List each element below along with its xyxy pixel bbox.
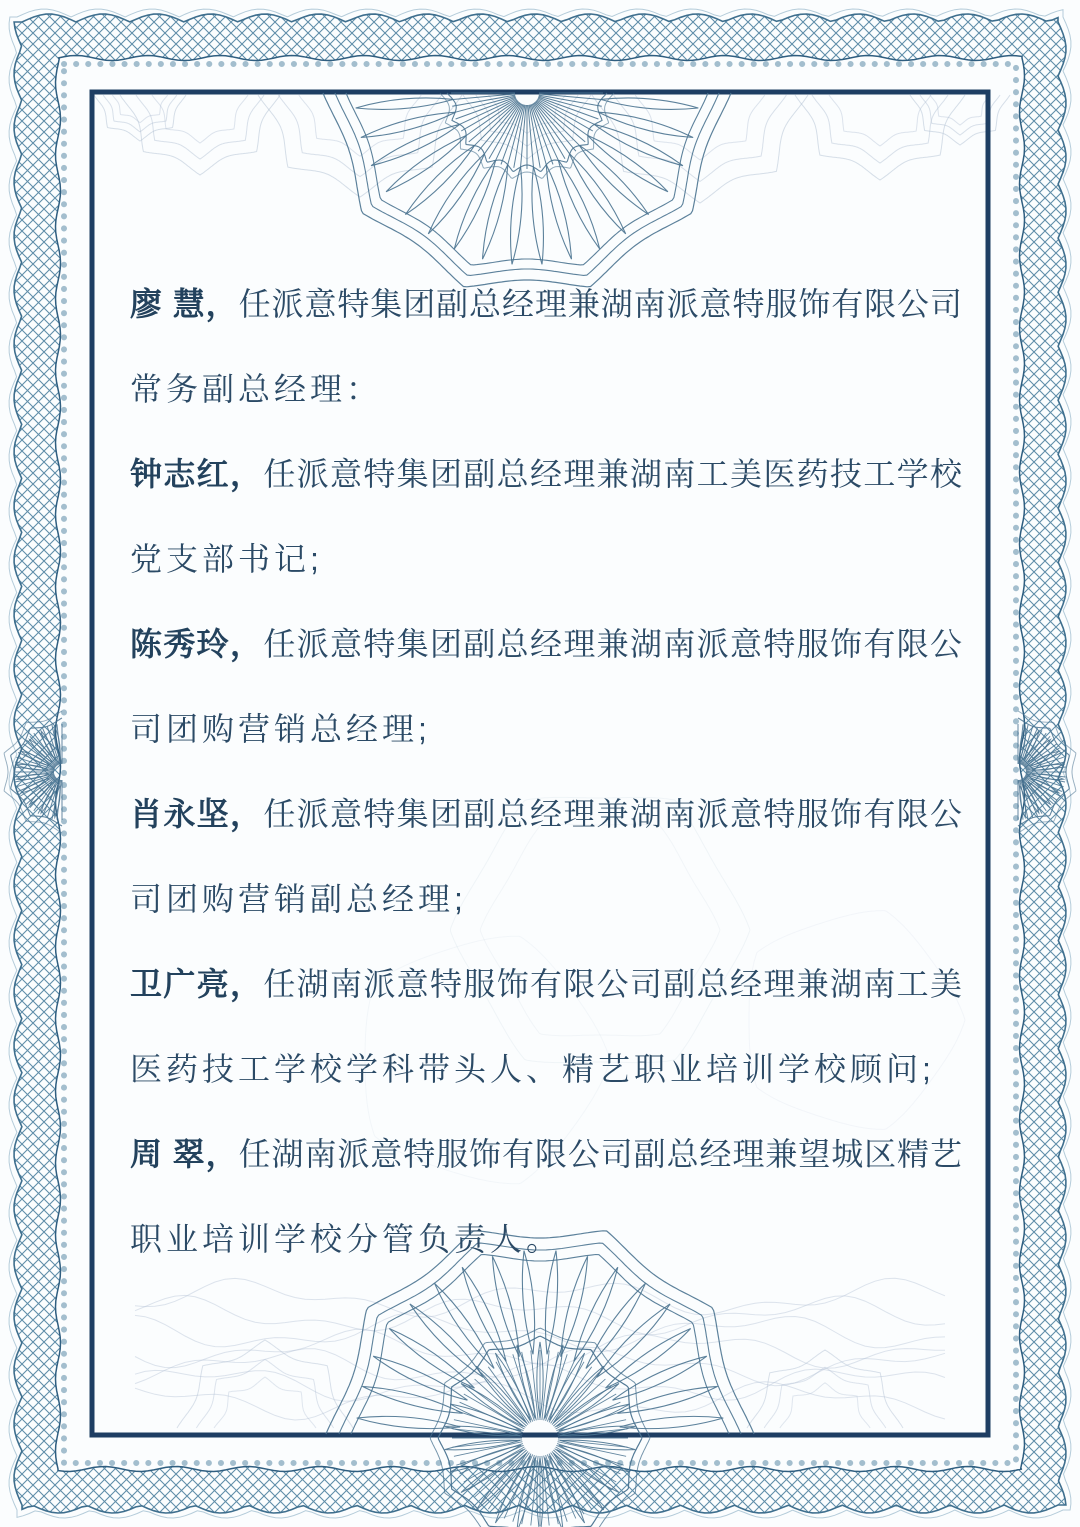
appointment-entry: [130, 432, 962, 602]
appointment-line: [130, 772, 962, 857]
appointment-text: 任湖南派意特服饰有限公司副总经理兼望城区精艺: [238, 1136, 962, 1172]
appointment-entry: [130, 262, 962, 432]
person-name: 廖 慧，: [130, 286, 239, 322]
top-rosette-ornament: [323, 93, 731, 287]
appointment-line: [130, 942, 962, 1027]
person-name: 陈秀玲，: [130, 626, 264, 662]
appointment-text: 任派意特集团副总经理兼湖南工美医药技工学校: [263, 456, 962, 492]
appointment-entry: [130, 772, 962, 942]
appointment-line: [130, 262, 962, 347]
person-name: 卫广亮，: [130, 966, 264, 1002]
person-name: 周 翠，: [130, 1136, 239, 1172]
appointment-line: [130, 602, 962, 687]
appointment-text: 任派意特集团副总经理兼湖南派意特服饰有限公: [263, 796, 962, 832]
appointment-line-continued: 司团购营销总经理;: [130, 711, 431, 747]
appointment-line-continued: 常务副总经理：: [130, 371, 383, 407]
appointment-text: 任派意特集团副总经理兼湖南派意特服饰有限公: [263, 626, 962, 662]
appointment-list: [130, 262, 962, 1282]
appointment-text: 任派意特集团副总经理兼湖南派意特服饰有限公司: [238, 286, 962, 322]
person-name: 钟志红，: [130, 456, 264, 492]
person-name: 肖永坚，: [130, 796, 264, 832]
appointment-line-continued: 党支部书记;: [130, 541, 323, 577]
appointment-entry: [130, 602, 962, 772]
appointment-line-continued: 职业培训学校分管负责人。: [130, 1221, 563, 1257]
appointment-line-continued: 司团购营销副总经理;: [130, 881, 467, 917]
appointment-line: [130, 432, 962, 517]
appointment-line-continued: 医药技工学校学科带头人、精艺职业培训学校顾问;: [130, 1051, 935, 1087]
appointment-entry: [130, 942, 962, 1112]
appointment-text: 任湖南派意特服饰有限公司副总经理兼湖南工美: [263, 966, 962, 1002]
appointment-entry: [130, 1112, 962, 1282]
appointment-line: [130, 1112, 962, 1197]
